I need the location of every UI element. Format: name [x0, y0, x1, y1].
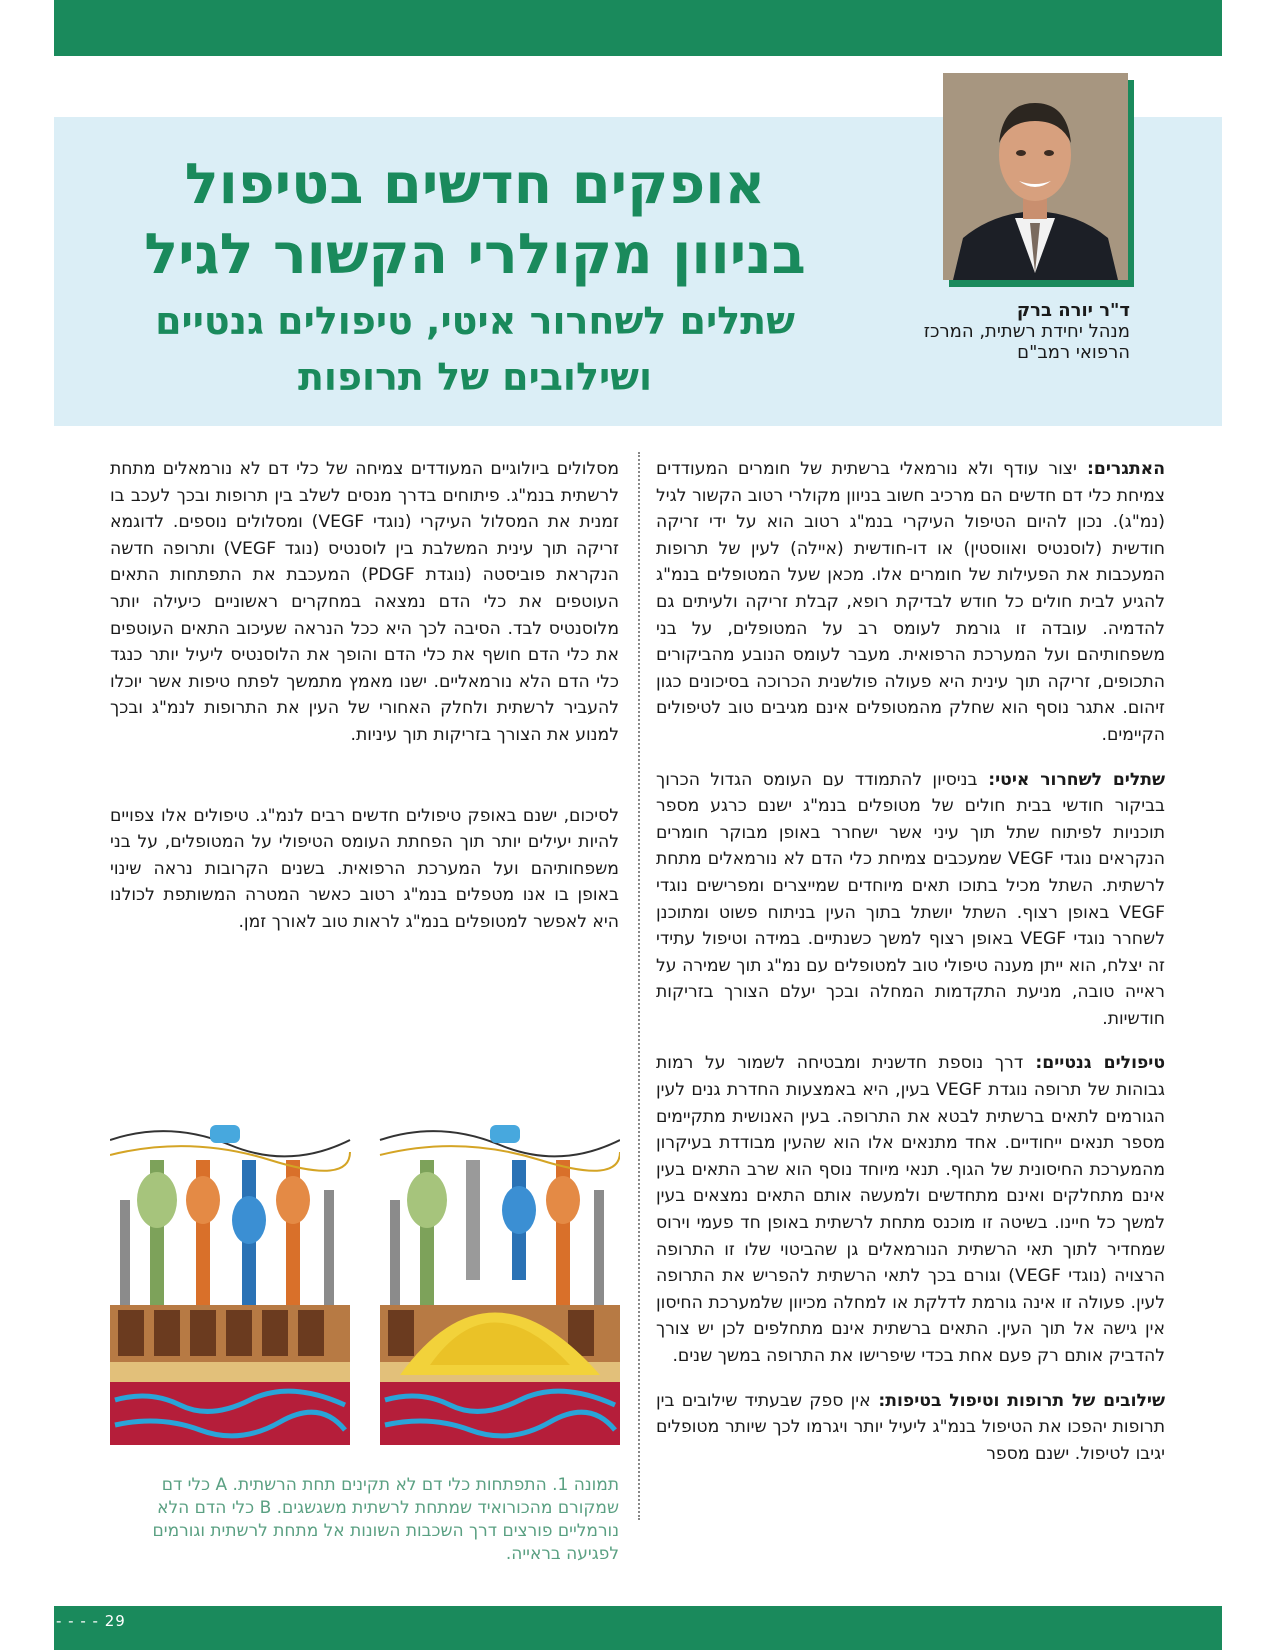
retina-illustration [110, 1100, 620, 1445]
paragraph-summary: לסיכום, ישנם באופק טיפולים חדשים רבים לנמ"ג. טיפולים אלו צפויים להיות יעילים יותר תוך הפחתת העומס הטיפולי על המטופלים, על בני משפחותיהם ועל המערכת הרפואית. בשנים הקרובות נראה שינוי באופן בו אנו מטפלים בנמ"ג רטוב כאשר המטרה המשותפת לכולנו היא לאפשר למטופלים בנמ"ג לראות טוב לאורך זמן. [110, 805, 619, 932]
author-photo [943, 73, 1128, 280]
title-line-1: אופקים חדשים בטיפול [184, 152, 766, 217]
paragraph-text: אין ספק שבעתיד שילובים בין תרופות יהפכו את הטיפול בנמ"ג ליעיל יותר ויגרמו לכך שיותר מטופלים יגיבו לטיפול. ישנם מספר [656, 1390, 1165, 1464]
paragraph-text: יצור עודף ולא נורמאלי ברשתית של חומרים המעודדים צמיחת כלי דם חדשים הם מרכיב חשוב בניוון מקולרי רטוב הקשור לגיל (נמ"ג). נכון להיום הטיפול העיקרי בנמ"ג רטוב הוא על ידי זריקה חודשית (לוסנטיס ואווסטין) או דו-חודשית (איילה) לעין של תרופות המעכבות את הפעילות של חומרים אלו. מכאן שעל המטופלים בנמ"ג להגיע לבית חולים כל חודש לבדיקת רופא, קבלת זריקה ולעיתים גם להדמיה. עובדה זו גורמת לעומס רב על המטופלים, על בני משפחותיהם ועל המערכת הרפואית. מעבר לעומס הנובע מהביקורים התכופים, זריקה תוך עינית היא פעולה פולשנית הכרוכה בסיכונים כגון זיהום. אתגר נוסף הוא שחלק מהמטופלים אינם מגיבים טוב לטיפולים הקיימים. [656, 459, 1165, 745]
paragraph-heading: שתלים לשחרור איטי [995, 769, 1166, 790]
page-number: - - - - 29 [56, 1612, 126, 1630]
bottom-color-bar [54, 1606, 1222, 1650]
paragraph-pathways: מסלולים ביולוגיים המעודדים צמיחה של כלי דם לא נורמאלים מתחת לרשתית בנמ"ג. פיתוחים בדרך מנסים לשלב בין תרופות ובכך לעכב בו זמנית את המסלול העיקרי (נוגדי VEGF) ומסלולים נוספים. לדוגמא זריקה תוך עינית המשלבת בין לוסנטיס (נוגד VEGF) ותרופה חדשה הנקראת פוביסטה (נוגדת PDGF) המעכבת את התפתחות התאים העוטפים את כלי הדם נמצאה במחקרים ראשוניים כיעילה יותר מלוסנטיס לבד. הסיבה לכך היא ככל הנראה שעיכוב התאים העוטפים את כלי הדם חושף את כלי הדם והופך את הלוסנטיס ליעיל יותר כנגד כלי הדם הלא נורמאליים. ישנו מאמץ מתמשך לפתח טיפות אשר יוכלו להעביר לרשתית ולחלק האחורי של העין את התרופות לנמ"ג ובכך למנוע את הצורך בזריקות תוך עיניות. [110, 459, 619, 745]
paragraph-heading: שילובים של תרופות וטיפול בטיפות [885, 1390, 1166, 1411]
figure-caption: תמונה 1. התפתחות כלי דם לא תקינים תחת הרשתית. A כלי דם שמקורם מהכורואיד שמתחת לרשתית משגשגים. B כלי הדם הלא נורמליים פורצים דרך השכבות השונות אל מתחת לרשתית וגורמים לפגיעה בראייה. [152, 1475, 619, 1564]
paragraph-text: בניסיון להתמודד עם העומס הגדול הכרוך בביקור חודשי בבית חולים של מטופלים בנמ"ג ישנם כרגע מספר תוכניות לפיתוח שתל תוך עיני אשר ישחרר באופן מבוקר חומרים הנקראים נוגדי VEGF שמעכבים צמיחת כלי הדם לא נורמאלים מתחת לרשתית. השתל מכיל בתוכו תאים מיוחדים שמייצרים ומפרישים נוגדי VEGF באופן רצוף. השתל יושתל בתוך העין בניתוח פשוט ומתוכנן לשחרר נוגדי VEGF באופן רצוף למשך כשנתיים. במידה וטיפול עתידי זה יצלח, הוא ייתן מענה טיפולי טוב למטופלים עם נמ"ג תוך שמירה על ראייה טובה, מניעת התקדמות המחלה ובכך יעלם הצורך בזריקות חודשיות. [656, 769, 1165, 1029]
subtitle-line-2: ושילובים של תרופות [297, 355, 653, 399]
top-color-bar [54, 0, 1222, 56]
paragraph-slow-release: שתלים לשחרור איטי: בניסיון להתמודד עם העומס הגדול הכרוך בביקור חודשי בבית חולים של מטופלים בנמ"ג ישנם כרגע מספר תוכניות לפיתוח שתל תוך עיני אשר ישחרר באופן מבוקר חומרים הנקראים נוגדי VEGF שמעכבים צמיחת כלי הדם לא נורמאלים מתחת לרשתית. השתל מכיל בתוכו תאים מיוחדים שמייצרים ומפרישים נוגדי VEGF באופן רצוף. השתל יושתל בתוך העין בניתוח פשוט ומתוכנן לשחרר נוגדי VEGF באופן רצוף למשך כשנתיים. במידה וטיפול עתידי זה יצלח, הוא ייתן מענה טיפולי טוב למטופלים עם נמ"ג תוך שמירה על ראייה טובה, מניעת התקדמות המחלה ובכך יעלם הצורך בזריקות חודשיות. [656, 769, 1166, 1029]
subtitle-line-1: שתלים לשחרור איטי, טיפולים גנטיים [155, 299, 795, 343]
paragraph-challenges: האתגרים: יצור עודף ולא נורמאלי ברשתית של חומרים המעודדים צמיחת כלי דם חדשים הם מרכיב חשוב בניוון מקולרי רטוב הקשור לגיל (נמ"ג). נכון להיום הטיפול העיקרי בנמ"ג רטוב הוא על ידי זריקה חודשית (לוסנטיס ואווסטין) או דו-חודשית (איילה) לעין של תרופות המעכבות את הפעילות של חומרים אלו. מכאן שעל המטופלים בנמ"ג להגיע לבית חולים כל חודש לבדיקת רופא, קבלת זריקה ולעיתים גם להדמיה. עובדה זו גורמת לעומס רב על המטופלים, על בני משפחותיהם ועל המערכת הרפואית. מעבר לעומס הנובע מהביקורים התכופים, זריקה תוך עינית היא פעולה פולשנית הכרוכה בסיכונים כגון זיהום. אתגר נוסף הוא שחלק מהמטופלים אינם מגיבים טוב לטיפולים הקיימים. [656, 459, 1166, 745]
author-info [840, 300, 1130, 363]
right-column [656, 456, 1165, 1467]
paragraph-gene-therapy: טיפולים גנטיים: דרך נוספת חדשנית ומבטיחה לשמור על רמות גבוהות של תרופה נוגדת VEGF בעין, היא באמצעות החדרת גנים לעין הגורמים לתאים ברשתית לבטא את התרופה. בעין האנושית מתקיימים מספר תנאים ייחודיים. אחד מתנאים אלו הוא שהעין מבודדת בעיקרון מהמערכת החיסונית של הגוף. תנאי מיוחד נוסף הוא שרב התאים בעין אינם מתחלקים ואינם מתחדשים ולמעשה אותם התאים נמצאים בעין למשך כל חיינו. בשיטה זו מוכנס מתחת לרשתית באופן חד פעמי וירוס שמחדיר לתוך תאי הרשתית הנורמאלים גן שהביטוי שלו זו התרופה הרצויה (נוגדי VEGF) וגורם בכך לתאי הרשתית להפריש את התרופה לעין. פעולה זו אינה גורמת לדלקת או למחלה מכיוון שלמערכת החיסון אין גישה אל תוך העין. התאים ברשתית אינם מתחלפים לכן יש צורך להדביק אותם רק פעם אחת בכדי שיפרישו את התרופה במשך שנים. [656, 1053, 1166, 1366]
left-column [110, 456, 619, 936]
paragraph-text: דרך נוספת חדשנית ומבטיחה לשמור על רמות גבוהות של תרופה נוגדת VEGF בעין, היא באמצעות החדרת גנים לעין הגורמים לתאים ברשתית לבטא את התרופה. בעין האנושית מתקיימים מספר תנאים ייחודיים. אחד מתנאים אלו הוא שהעין מבודדת בעיקרון מהמערכת החיסונית של הגוף. תנאי מיוחד נוסף הוא שרב התאים בעין אינם מתחלקים ואינם מתחדשים ולמעשה אותם התאים נמצאים בעין למשך כל חיינו. בשיטה זו מוכנס מתחת לרשתית באופן חד פעמי וירוס שמחדיר לתוך תאי הרשתית הנורמאלים גן שהביטוי שלו זו התרופה הרצויה (נוגדי VEGF) וגורם בכך לתאי הרשתית להפריש את התרופה לעין. פעולה זו אינה גורמת לדלקת או למחלה מכיוון שלמערכת החיסון אין גישה אל תוך העין. התאים ברשתית אינם מתחלפים לכן יש צורך להדביק אותם רק פעם אחת בכדי שיפרישו את התרופה במשך שנים. [656, 1053, 1166, 1366]
author-role-line-1: מנהל יחידת רשתית, המרכז [923, 321, 1130, 342]
paragraph-heading: טיפולים גנטיים [1042, 1053, 1166, 1074]
panel-b [380, 1100, 620, 1445]
title-line-2: בניוון מקולרי הקשור לגיל [144, 222, 806, 287]
column-divider [638, 452, 640, 1520]
paragraph-combinations: שילובים של תרופות וטיפול בטיפות: אין ספק שבעתיד שילובים בין תרופות יהפכו את הטיפול בנמ"ג ליעיל יותר ויגרמו לכך שיותר מטופלים יגיבו לטיפול. ישנם מספר [656, 1390, 1166, 1464]
author-name: ד"ר יורה ברק [1016, 300, 1130, 321]
author-role-line-2: הרפואי רמב"ם [1017, 342, 1130, 363]
panel-a [110, 1100, 350, 1445]
paragraph-heading: האתגרים [1093, 459, 1166, 479]
article-title-block [90, 150, 860, 402]
